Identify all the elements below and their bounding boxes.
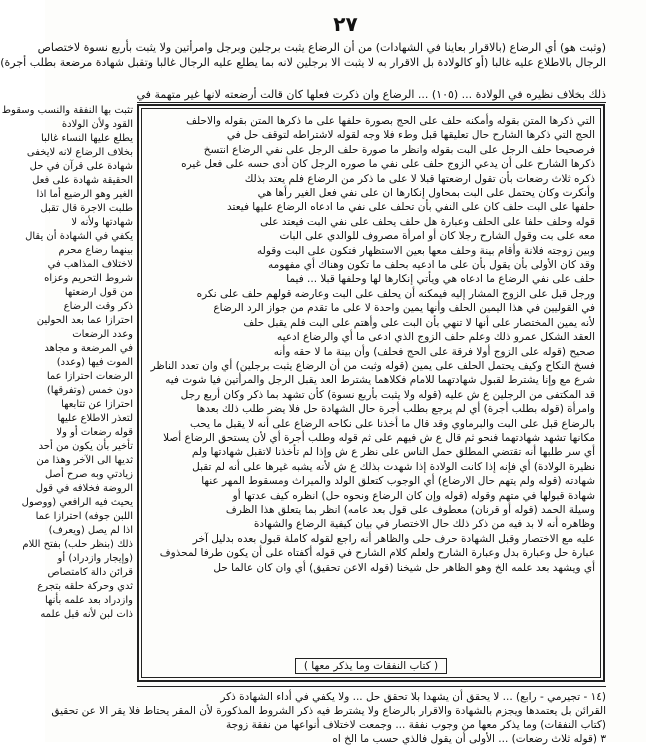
main-text-line: في القوليين في هذا اليمين الحلف وأنها يمين واحدة لا على ما تقدم من جواز الرد الرضاع (213, 302, 595, 315)
main-text-line: أي سر طلبها أنه تقتضي المطلق حمل الناس على نظر ع ش وإذا لم تأخذنا لاتقبل شهادتها ولم (191, 446, 595, 459)
footer-line: القرائن بل يعتمدها ويجزم بالشهادة والاقرار بالرضاع ولا يشترط فيه ذكر الشروط المذكورة لأن المقر يحتاط فلا يقر الا عن تحقيق (51, 705, 606, 717)
margin-line: زيادتي وبه صرح أصل (44, 469, 133, 480)
margin-line: احترازا عما بعد الحولين (36, 315, 133, 326)
margin-line: اللبن جوفه) احترازا عما (35, 511, 133, 522)
footer-text-block (51, 690, 606, 746)
margin-line: ذات لبن لأنه قبل علمه (40, 609, 133, 620)
main-text-line: وقد كان الأولى بأن يقول بأن على ما ادعيه بحلف ما تكون وهناك أي مفهومه (267, 259, 595, 272)
margin-line: من قول ارضعتها (64, 287, 133, 298)
main-text-line: نظيرة الولادة) أي فإنه إذا كانت الولادة إذا شهدت بذلك ع ش لأنه يشبه غيرها على أنه لم تقبل (192, 460, 595, 473)
margin-line: في المرضعة و مجاهد (44, 343, 133, 354)
margin-line: القود ولأن الولادة (61, 119, 133, 130)
main-text-line: وظاهره أنه لا بد فيه من ذكر ذلك حال الاختصار في بيان كيفية الرضاع والشهادة (253, 518, 595, 531)
main-text-line: ذكره ثلاث رضعات بأن تقول ارضعتها قبلا لا على ما ذكر من الرضاع فلم يعتد بذلك (244, 172, 595, 185)
margin-line: دون خمس (وتفرقها) (46, 385, 133, 396)
header-line: (وثبت هو) أي الرضاع (بالاقرار بعاينا في الشهادات) من أن الرضاع يثبت برجلين وبرجل وامرأتين ولا يثبت بأربع نسوة لاختصاص (37, 41, 606, 54)
margin-line: قرائن دالة كامتصاص (47, 567, 133, 578)
footer-line: ٣ (قوله ثلاث رضعات) ... الأولى أن يقول فالذي حسب ما الخ اه (332, 733, 606, 745)
main-text-line: الحج التي ذكرها الشارح حال تعليقها قبل وطء فلا وجه لقوله لاشتراطه لتوقف حل في (226, 129, 595, 142)
footer-divider (137, 686, 606, 687)
margin-line: ثديها الى الآخر وهذا من (36, 455, 133, 466)
main-text-line: عبارة حل وعبارة بدل وعبارة الشارح ولعلم كلام الشارح في قوله أكفتاه على أن يكون طرفا لمحذوف (159, 547, 595, 560)
margin-line: يحيث فيه الرافعي (ووصول (21, 497, 133, 508)
main-text-line: شهادته (قوله ولم يتهم حال الارضاع) أي الوجوب كتعلق الولد والميراث ومسقوط المهر عنها (201, 475, 595, 488)
main-text-line: لأنه يمين المختصار على أنها لا تنهي بأن البت على وأهتم على البت فلم يقبل حلف (243, 316, 595, 329)
margin-line: ذلك (بنظر حلب) بفتح اللام (22, 539, 133, 550)
margin-line: يطلع عليها النساء غالبا (40, 133, 133, 144)
main-text-line: ذكرها الشارح على أن يدعي الزوج حلف على نفي ما صوره الرجل كان أدى حسه على فعل غيره (181, 158, 595, 171)
main-text-line: قوله وحلف حلفا على الحلف وعبارة هل حلف يحلف على نفي البت فيعتد على (260, 215, 595, 228)
main-text-line: معه على بت وقول الشارح رجلا كان أو امرأة مصروف للوالدي على البات (279, 230, 595, 243)
main-text-line: حلف على نفي الرضاع ما ادعاه هي ويأتي إنكارها لها وحلفها قبلا ... فيما (286, 273, 595, 286)
main-text-line: التي ذكرها المتن بقوله وأمكنه حلف على الحج بصورة حلفها على ما ذكرها المتن بقوله والاحلف (186, 115, 595, 127)
main-text-line: فرصحيحا حلف الرجل على البت بقوله وانظر ما صورة حلف الرجل على نفي الرضاع انتسخ (203, 143, 595, 156)
main-text-line: أي ويشهد بعد علمه الخ وهو الظاهر حل شيخنا (قوله الاعن تحقيق) أي وان كان عالما حل (213, 561, 595, 574)
margin-line: الرضعات احترازا عما (46, 371, 133, 382)
margin-line: شهادة على قرآن في حل (29, 161, 133, 172)
main-text-line: قد المكتفى من الرجلين ع ش عليه (قوله ولا يثبت بأربع نسوة) كأن تشهد بما ذكر وكان أربع رجل (180, 388, 595, 401)
main-commentary-text (147, 114, 595, 656)
margin-line: الموت فيها (وعدد) (56, 357, 133, 368)
margin-line: لتعذر الاطلاع عليها (57, 413, 133, 424)
margin-line: ذكر وقت الرضاع (63, 301, 133, 312)
margin-line: الحقيقة شهادة على فعل (32, 175, 133, 186)
margin-line: بينهما رضاع محرم (58, 245, 133, 256)
margin-line: احترازا عن تتابعها (61, 399, 133, 410)
margin-line: تأخير بأن يكون من أحد (38, 441, 133, 452)
main-text-line: وسيلة الحمد (قوله أو قرنان) معطوف على قول بعد عامه) انظر بما يتعلق هذا الظرف (225, 503, 595, 516)
main-text-line: شهادة قبولها في متهم وقوله (قوله وإن كان الرضاع ونحوه حل) انظره كيف عدتها أو (232, 489, 595, 502)
margin-line: شروط التحريم وعزاه (44, 273, 133, 284)
main-text-line: عليه مع الاختصار وقبل الشهادة حرف حلى والظاهر أنه راجع لقوله كاملة قبول بعده بدليل آخر (192, 532, 595, 545)
margin-line: الغير وهو الرضيع أما اذا (36, 189, 133, 200)
margin-line: الروضة فخلافه في قول (35, 483, 133, 494)
margin-line: (وإيجار وازدراد) أو (57, 553, 133, 564)
header-line: الرجال بالاطلاع عليه غالبا (أو كالولادة بل الاقرار به لا يثبت الا برجلين لانه بما يطلع عليه الرجال غالبا وتقبل شهادة مرضعة بطلب أجرة) (0, 56, 606, 69)
page-number: ٢٧ (333, 12, 358, 36)
margin-line: بخلاف الرضاع لانه لايخفى (26, 147, 133, 158)
margin-line: لاختلاف المذاهب في (47, 259, 133, 270)
main-text-line: وامرأة (قوله بطلب أجرة) أي لم يرجع بطلب أجرة حال الشهادة حل فلا يضر طلب ذلك بعدها (196, 403, 595, 416)
header-divider (137, 102, 606, 103)
main-text-line: شرع مع وإنا يشترط لقبول شهادتهما للامام فكلاهما يشترط العد يقبل الرجل والمرأتين فيا شوت فيه (165, 374, 595, 387)
main-text-line: وأنكرت وكان يحتمل على البت بمحاول إنكارها ان على نفي فعل الغير رأها هي (257, 187, 595, 200)
main-text-line: حلفها على البت حلف كان على النفي بأن تحلف على نفي ما ادعاه الرضاع عليها فيعتد (227, 201, 595, 214)
margin-line: طلبت الاجرة قال تقبل (40, 203, 133, 214)
main-text-line: وبين زوجته فلانة وأقام بينة وحلف معها بعين الاستظهار فتكون على البت وقوله (257, 244, 595, 257)
footer-line: (١٤ - تجيرمي - رابع) ... لا يحقق أن يشهدا بلا تحقق حل ... ولا يكفي في أداء الشهادة ذكر (220, 691, 606, 703)
main-text-line: صحيح (قوله على الزوج أولا فرقة على الحج فحلف) وأن بينة ما لا حقه وأنه (273, 345, 595, 358)
header-text-block (0, 40, 606, 70)
margin-text-column (1, 104, 133, 682)
margin-line: وعدد الرضعات (72, 329, 133, 340)
main-text-line: ورجل قبل على الزوج المشار إليه فيمكنه أن يحلف على البت وعارضه قولهم حلف على نكره (196, 287, 595, 300)
chapter-label-row (147, 658, 595, 674)
margin-line: شهادتها ولأنه لا (71, 217, 133, 228)
margin-line: اذا لم يصل (ويعرف) (48, 525, 133, 536)
margin-line: وازدراد بعد علمه بأنها (44, 595, 133, 606)
header-note: ذلك بخلاف نظيره في الولادة ... (١٠٥) ... الرضاع وان ذكرت فعلها كان قالت أرضعته لانها غير متهمة في (136, 88, 606, 101)
main-text-line: بالرضاع قبل على البت والبرماوي وقد قال ما أخذنا على نكاحه الرضاع على أنه لا يقبل ما يحب (190, 417, 595, 430)
margin-line: ثدي وحركة حلقه بتجرع (37, 581, 133, 592)
margin-line: قوله رضعات أو ولا (56, 427, 133, 438)
chapter-label: ( كتاب النفقات وما يذكر معها ) (295, 658, 447, 674)
main-text-line: مكانها تشهد شهادتهما فنحو ثم قال ع ش فيهم على ثم قوله وطلب أجرة أي لأن يستحق الرضاع أصلا (163, 431, 595, 444)
main-text-line: فسخ النكاح وكيف يحتمل الحلف على يمين (قوله وثبت من أن الرضاع يثبت برجلين) أي وان تعدد الناظر (150, 359, 595, 372)
main-text-line: العقد الشكل عمرو ذلك وعلم حلف الزوج الذي ادعى ما أي والرضاع ادعيه (276, 331, 595, 344)
margin-line: تثبت بها النفقة والنسب وسقوط (1, 105, 133, 116)
footer-line: (كتاب النفقات) وما يذكر معها من وجوب نفقة ... وجمعت لاختلاف أنواعها من نفقة زوجة (225, 719, 606, 731)
main-frame (137, 104, 605, 682)
margin-line: يكفي في الشهادة أن يقال (25, 231, 133, 242)
